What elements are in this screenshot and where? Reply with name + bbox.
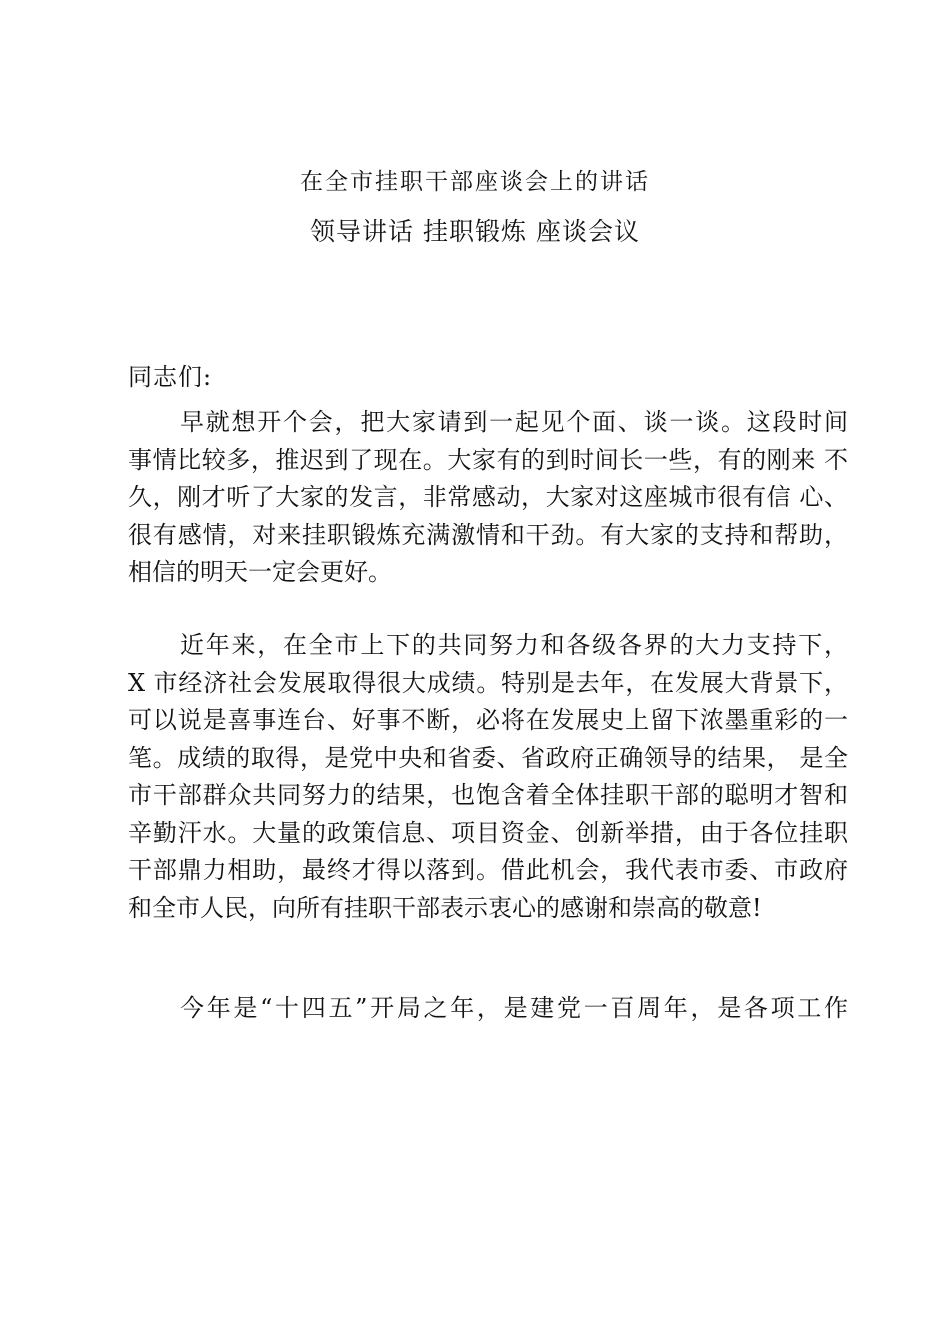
- paragraph-line: 很有感情，对来挂职锻炼充满激情和干劲。有大家的支持和帮助，: [128, 520, 848, 549]
- paragraph-2: [128, 627, 848, 927]
- paragraph-line: 市干部群众共同努力的结果，也饱含着全体挂职干部的聪明才智和: [128, 781, 848, 809]
- paragraph-line: 事情比较多，推迟到了现在。大家有的到时间长一些，有的刚来 不: [128, 445, 848, 474]
- paragraph-line: 早就想开个会，把大家请到一起见个面、谈一谈。这段时间: [180, 408, 848, 436]
- paragraph-line: 近年来，在全市上下的共同努力和各级各界的大力支持下，: [180, 631, 848, 659]
- paragraph-3: [128, 990, 848, 1028]
- document-subtitle: 领导讲话 挂职锻炼 座谈会议: [310, 217, 640, 246]
- paragraph-line: 笔。成绩的取得，是党中央和省委、省政府正确领导的结果， 是全: [128, 743, 848, 772]
- document-title: 在全市挂职干部座谈会上的讲话: [300, 169, 650, 195]
- paragraph-line: 久，刚才听了大家的发言，非常感动，大家对这座城市很有信 心、: [128, 483, 848, 511]
- paragraph-line: 干部鼎力相助，最终才得以落到。借此机会，我代表市委、市政府: [128, 856, 848, 884]
- paragraph-line: 辛勤汗水。大量的政策信息、项目资金、创新举措，由于各位挂职: [128, 818, 848, 847]
- paragraph-line: X 市经济社会发展取得很大成绩。特别是去年，在发展大背景下，: [128, 668, 848, 697]
- paragraph-line: 和全市人民，向所有挂职干部表示衷心的感谢和崇高的敬意!: [128, 893, 762, 922]
- paragraph-line: 可以说是喜事连台、好事不断，必将在发展史上留下浓墨重彩的一: [128, 706, 848, 734]
- paragraph-1: [128, 404, 848, 592]
- paragraph-line: 今年是“十四五”开局之年，是建党一百周年，是各项工作: [180, 994, 848, 1022]
- paragraph-line: 相信的明天一定会更好。: [128, 558, 392, 586]
- greeting: 同志们:: [128, 363, 213, 391]
